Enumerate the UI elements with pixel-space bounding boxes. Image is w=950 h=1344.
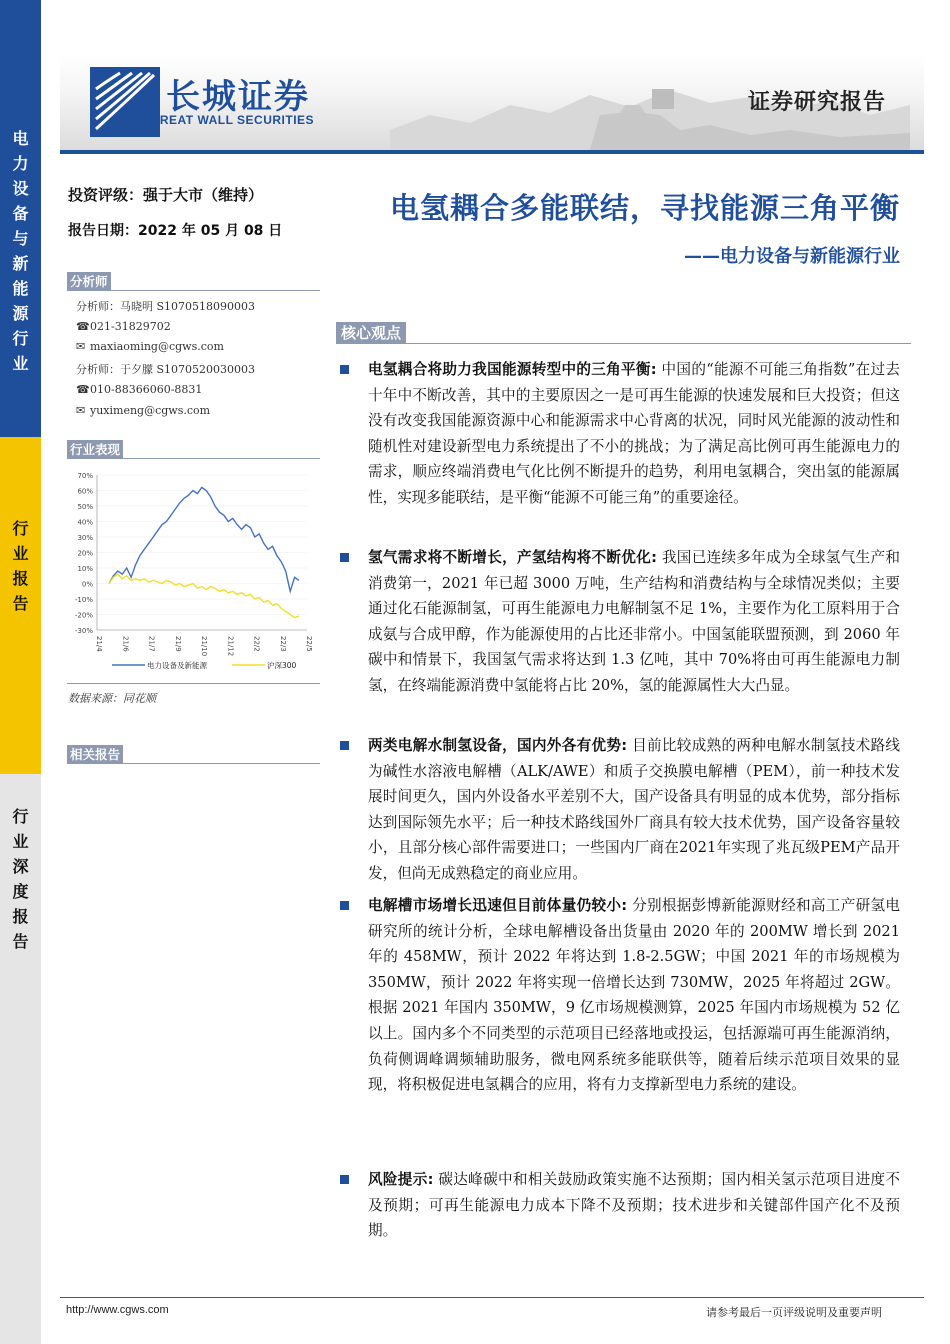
investment-rating: 投资评级：强于大市（维持） bbox=[68, 186, 264, 204]
bullet-square-icon bbox=[340, 741, 349, 750]
bullet-square-icon bbox=[340, 1175, 349, 1184]
chart-y-tick-label: -10% bbox=[74, 596, 93, 604]
logo-chinese-name: 长城证券 bbox=[166, 77, 310, 117]
sidebar-char: 电 bbox=[12, 129, 29, 148]
sidebar-char: 行 bbox=[12, 807, 29, 826]
sidebar-char: 设 bbox=[12, 179, 29, 198]
performance-section-rule bbox=[67, 458, 320, 459]
chart-y-tick-label: 0% bbox=[81, 580, 93, 589]
header-divider bbox=[60, 150, 924, 154]
chart-bottom-rule bbox=[67, 683, 320, 684]
sidebar-char: 与 bbox=[12, 229, 29, 248]
email-icon: ✉ bbox=[76, 404, 86, 417]
chart-y-tick-label: 10% bbox=[77, 565, 93, 573]
core-view-label: 核心观点 bbox=[336, 322, 406, 344]
bullet-square-icon bbox=[340, 365, 349, 374]
sidebar-char: 告 bbox=[12, 594, 29, 613]
chart-x-tick-label: 21/7 bbox=[147, 636, 156, 652]
sidebar-char: 告 bbox=[12, 932, 29, 951]
sidebar-report-type-label bbox=[0, 516, 41, 616]
sidebar-char: 行 bbox=[12, 519, 29, 538]
sidebar-char: 行 bbox=[12, 329, 29, 348]
performance-section-label: 行业表现 bbox=[67, 440, 123, 459]
bullet-square-icon bbox=[340, 901, 349, 910]
report-subtitle: ——电力设备与新能源行业 bbox=[684, 246, 900, 267]
report-type-label: 证券研究报告 bbox=[747, 90, 886, 115]
core-point-2 bbox=[336, 545, 900, 699]
chart-x-tick-label: 22/2 bbox=[252, 636, 261, 652]
analyst-section-label: 分析师 bbox=[67, 272, 111, 291]
report-title: 电氢耦合多能联结，寻找能源三角平衡 bbox=[389, 191, 900, 225]
sidebar-char: 业 bbox=[12, 544, 29, 563]
related-reports-label: 相关报告 bbox=[67, 745, 123, 764]
chart-x-tick-label: 22/5 bbox=[305, 636, 313, 652]
sidebar-char: 业 bbox=[12, 354, 29, 373]
sidebar-char: 能 bbox=[12, 279, 29, 298]
footer-divider bbox=[60, 1297, 924, 1298]
core-point-4-body: 分别根据彭博新能源财经和高工产研氢电研究所的统计分析，全球电解槽设备出货量由 2020 年的 200MW 增长到 2021 年的 458MW，预计 2022 年将达到 1.8-2.5GW；中国 2021 年的市场规模为 350MW，预计 2022 年将实现一倍增长达到 730MW，2025 年将超过 2GW。根据 2021 年国内 350MW，9 亿市场规模测算，2025 年国内市场规模为 52 亿以上。国内多个不同类型的示范项目已经落地或投运，包括源端可再生能源消纳，负荷侧调峰调频辅助服务，微电网系统多能联供等，随着后续示范项目效果的显现，将积极促进电氢耦合的应用，将有力支撑新型电力系统的建设。 bbox=[368, 897, 901, 1094]
sidebar-industry-label bbox=[0, 126, 41, 376]
analyst-2-phone-row bbox=[76, 383, 202, 396]
index-series-line bbox=[109, 574, 299, 617]
sidebar-char: 新 bbox=[12, 254, 29, 273]
chart-y-tick-label: 20% bbox=[77, 549, 93, 558]
chart-x-tick-label: 21/10 bbox=[200, 636, 208, 657]
core-point-2-head: 氢气需求将不断增长，产氢结构将不断优化: bbox=[368, 549, 657, 566]
bullet-square-icon bbox=[340, 553, 349, 562]
core-point-4-head: 电解槽市场增长迅速但目前体量仍较小: bbox=[368, 897, 628, 914]
analyst-2-name: 分析师：于夕朦 S1070520030003 bbox=[76, 363, 256, 376]
side-bar bbox=[0, 0, 41, 1344]
risk-head: 风险提示: bbox=[368, 1171, 434, 1188]
core-point-risk bbox=[336, 1167, 900, 1244]
legend-index-label: 沪深300 bbox=[267, 661, 297, 670]
chart-x-tick-label: 22/3 bbox=[278, 636, 287, 652]
analyst-1-name: 分析师：马晓明 S1070518090003 bbox=[76, 300, 256, 313]
chart-x-tick-label: 21/6 bbox=[121, 636, 130, 652]
core-point-2-body: 我国已连续多年成为全球氢气生产和消费第一，2021 年已超 3000 万吨，生产结构和消费结构与全球情况类似；主要通过化石能源制氢，可再生能源电力电解制氢不足 1%，主要作为化工原料用于合成氨与合成甲醇，作为能源使用的占比还非常小。中国氢能联盟预测，到 2060 年碳中和情景下，我国氢气需求将达到 1.3 亿吨，其中 70%将由可再生能源电力制氢，在终端能源消费中氢能将占比 20%，氢的能源属性大大凸显。 bbox=[368, 549, 901, 694]
industry-performance-chart bbox=[67, 460, 320, 682]
phone-icon: ☎ bbox=[76, 320, 90, 333]
analyst-1-phone-row bbox=[76, 320, 171, 333]
chart-y-tick-label: 50% bbox=[77, 503, 93, 511]
legend-industry-label: 电力设备及新能源 bbox=[147, 661, 207, 670]
analyst-section-rule bbox=[67, 290, 320, 291]
core-point-3-head: 两类电解水制氢设备，国内外各有优势: bbox=[368, 737, 628, 754]
analyst-1-email[interactable]: maxiaoming@cgws.com bbox=[90, 340, 224, 353]
sidebar-char: 深 bbox=[12, 857, 29, 876]
chart-y-tick-label: 30% bbox=[77, 534, 93, 542]
core-view-rule bbox=[336, 343, 911, 344]
risk-body: 碳达峰碳中和相关鼓励政策实施不达预期；国内相关氢示范项目进度不及预期；可再生能源电力成本下降不及预期；技术进步和关键部件国产化不及预期。 bbox=[368, 1171, 900, 1240]
logo-english-name: GREAT WALL SECURITIES bbox=[150, 113, 315, 127]
chart-y-tick-label: 60% bbox=[77, 487, 93, 496]
analyst-2-phone: 010-88366060-8831 bbox=[90, 383, 203, 396]
core-point-1-body: 中国的“能源不可能三角指数”在过去十年中不断改善，其中的主要原因之一是可再生能源的快速发展和巨大投资；但这没有改变我国能源资源中心和能源需求中心背离的状况，同时风光能源的波动性和随机性对建设新型电力系统提出了不小的挑战；为了满足高比例可再生能源电力的需求，顺应终端消费电气化比例不断提升的趋势，利用电氢耦合，突出氢的能源属性，实现多能联结，是平衡“能源不可能三角”的重要途径。 bbox=[368, 361, 901, 506]
chart-x-tick-label: 21/4 bbox=[95, 636, 103, 652]
sidebar-char: 度 bbox=[12, 882, 29, 901]
header bbox=[60, 55, 924, 155]
sidebar-char: 源 bbox=[12, 304, 29, 323]
sidebar-char: 力 bbox=[12, 154, 29, 173]
sidebar-char: 报 bbox=[12, 569, 29, 588]
industry-series-line bbox=[109, 487, 299, 591]
core-point-1-head: 电氢耦合将助力我国能源转型中的三角平衡: bbox=[368, 361, 657, 378]
core-point-1 bbox=[336, 357, 900, 511]
email-icon: ✉ bbox=[76, 340, 86, 353]
core-point-4 bbox=[336, 893, 900, 1098]
chart-x-tick-label: 21/12 bbox=[226, 636, 235, 657]
footer-website-link[interactable]: http://www.cgws.com bbox=[66, 1304, 169, 1316]
chart-y-tick-label: 40% bbox=[77, 518, 93, 527]
core-point-3 bbox=[336, 733, 900, 887]
analyst-2-email-row bbox=[76, 404, 210, 417]
chart-y-tick-label: 70% bbox=[77, 472, 93, 480]
sidebar-char: 报 bbox=[12, 907, 29, 926]
report-date: 报告日期：2022 年 05 月 08 日 bbox=[68, 223, 283, 239]
footer-disclaimer-note: 请参考最后一页评级说明及重要声明 bbox=[706, 1306, 882, 1319]
analyst-2-email[interactable]: yuximeng@cgws.com bbox=[90, 404, 211, 417]
related-reports-rule bbox=[67, 763, 320, 764]
analyst-1-email-row bbox=[76, 340, 224, 353]
sidebar-char: 备 bbox=[12, 204, 29, 223]
sidebar-depth-label bbox=[0, 804, 41, 954]
data-source-note: 数据来源：同花顺 bbox=[68, 692, 156, 705]
analyst-1-phone: 021-31829702 bbox=[90, 320, 171, 333]
chart-x-tick-label: 21/9 bbox=[173, 636, 182, 652]
chart-y-tick-label: -20% bbox=[74, 611, 93, 620]
sidebar-char: 业 bbox=[12, 832, 29, 851]
chart-y-tick-label: -30% bbox=[74, 627, 93, 635]
phone-icon: ☎ bbox=[76, 383, 90, 396]
core-point-3-body: 目前比较成熟的两种电解水制氢技术路线为碱性水溶液电解槽（ALK/AWE）和质子交换膜电解槽（PEM），前一种技术发展时间更久，国内外设备水平差别不大，国产设备具有明显的成本优势，部分指标达到国际领先水平；后一种技术路线国外厂商具有较大技术优势，国产设备容量较小，且部分核心部件需要进口；一些国内厂商在2021年实现了兆瓦级PEM产品开发，但尚无成熟稳定的商业应用。 bbox=[368, 737, 901, 882]
